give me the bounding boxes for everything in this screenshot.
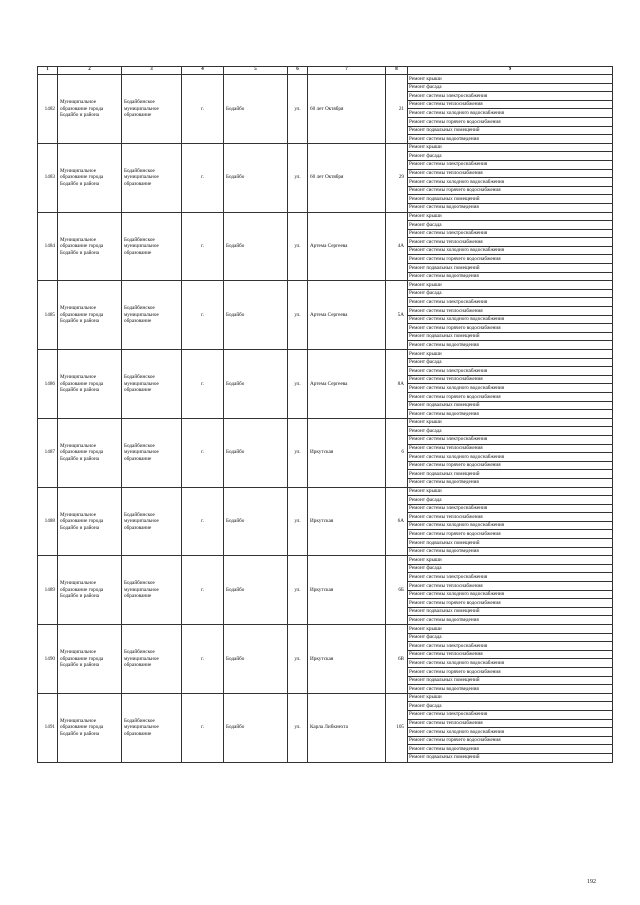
work-type-cell: Ремонт системы электроснабжения [408,367,613,376]
house-number-cell: 8А [386,350,408,419]
street-cell: Иркутская [308,556,386,625]
work-type-cell: Ремонт системы теплоснабжения [408,375,613,384]
work-type-cell: Ремонт системы горячего водоснабжения [408,461,613,470]
record-number: 1483 [38,143,58,212]
municipality-cell: Муниципальное образование города Бодайбо и района [58,693,122,762]
locality-type-cell: г. [182,556,224,625]
work-type-cell: Ремонт фасада [408,633,613,642]
house-number-cell: 5А [386,281,408,350]
header-row [38,67,613,75]
house-number-cell: 105 [386,693,408,762]
work-type-cell: Ремонт системы электроснабжения [408,642,613,651]
street-cell: Иркутская [308,418,386,487]
street-type-cell: ул. [288,75,308,144]
settlement-cell: Бодайбинское муниципальное образование [122,75,182,144]
work-type-cell: Ремонт подвальных помещений [408,332,613,341]
locality-cell: Бодайбо [224,350,288,419]
house-number-cell: 29 [386,143,408,212]
settlement-cell: Бодайбинское муниципальное образование [122,693,182,762]
work-type-cell: Ремонт системы электроснабжения [408,229,613,238]
settlement-cell: Бодайбинское муниципальное образование [122,143,182,212]
work-type-cell: Ремонт фасада [408,496,613,505]
column-header: 2 [58,67,122,75]
street-cell: Артема Сергеева [308,350,386,419]
work-type-cell: Ремонт системы электроснабжения [408,92,613,101]
street-type-cell: ул. [288,556,308,625]
work-type-cell: Ремонт системы холодного водоснабжения [408,590,613,599]
locality-cell: Бодайбо [224,212,288,281]
municipality-cell: Муниципальное образование города Бодайбо и района [58,418,122,487]
work-type-cell: Ремонт системы электроснабжения [408,435,613,444]
work-type-cell: Ремонт крыши [408,350,613,359]
work-type-cell: Ремонт системы горячего водоснабжения [408,530,613,539]
locality-type-cell: г. [182,143,224,212]
work-type-cell: Ремонт фасада [408,289,613,298]
settlement-cell: Бодайбинское муниципальное образование [122,281,182,350]
work-type-cell: Ремонт системы горячего водоснабжения [408,392,613,401]
table-row [38,418,613,427]
table-row [38,75,613,84]
work-type-cell: Ремонт системы теплоснабжения [408,238,613,247]
locality-cell: Бодайбо [224,693,288,762]
work-type-cell: Ремонт системы теплоснабжения [408,719,613,728]
work-type-cell: Ремонт системы водоотведения [408,203,613,212]
street-cell: 60 лет Октября [308,75,386,144]
house-number-cell: 4А [386,212,408,281]
work-type-cell: Ремонт подвальных помещений [408,264,613,273]
work-type-cell: Ремонт системы водоотведения [408,745,613,754]
record-number: 1488 [38,487,58,556]
settlement-cell: Бодайбинское муниципальное образование [122,212,182,281]
column-header: 8 [386,67,408,75]
work-type-cell: Ремонт системы горячего водоснабжения [408,255,613,264]
work-type-cell: Ремонт фасада [408,427,613,436]
locality-type-cell: г. [182,487,224,556]
house-number-cell: 6А [386,487,408,556]
work-type-cell: Ремонт системы горячего водоснабжения [408,117,613,126]
table-row [38,350,613,359]
street-cell: Артема Сергеева [308,212,386,281]
work-type-cell: Ремонт системы холодного водоснабжения [408,521,613,530]
work-type-cell: Ремонт системы холодного водоснабжения [408,315,613,324]
work-type-cell: Ремонт системы водоотведения [408,616,613,625]
locality-cell: Бодайбо [224,418,288,487]
locality-type-cell: г. [182,350,224,419]
locality-type-cell: г. [182,281,224,350]
work-type-cell: Ремонт подвальных помещений [408,607,613,616]
work-type-cell: Ремонт крыши [408,556,613,565]
work-type-cell: Ремонт фасада [408,702,613,711]
work-type-cell: Ремонт системы водоотведения [408,135,613,144]
work-type-cell: Ремонт подвальных помещений [408,539,613,548]
municipality-cell: Муниципальное образование города Бодайбо и района [58,487,122,556]
municipality-cell: Муниципальное образование города Бодайбо и района [58,212,122,281]
work-type-cell: Ремонт системы теплоснабжения [408,582,613,591]
table-row [38,693,613,702]
column-header: 5 [224,67,288,75]
street-type-cell: ул. [288,281,308,350]
house-number-cell: 21 [386,75,408,144]
work-type-cell: Ремонт системы теплоснабжения [408,444,613,453]
work-type-cell: Ремонт системы водоотведения [408,478,613,487]
record-number: 1485 [38,281,58,350]
work-type-cell: Ремонт подвальных помещений [408,401,613,410]
work-type-cell: Ремонт системы водоотведения [408,410,613,419]
work-type-cell: Ремонт подвальных помещений [408,753,613,762]
work-type-cell: Ремонт подвальных помещений [408,195,613,204]
street-cell: Иркутская [308,487,386,556]
settlement-cell: Бодайбинское муниципальное образование [122,350,182,419]
table-row [38,487,613,496]
municipality-cell: Муниципальное образование города Бодайбо и района [58,350,122,419]
work-type-cell: Ремонт крыши [408,143,613,152]
locality-cell: Бодайбо [224,625,288,694]
street-type-cell: ул. [288,418,308,487]
table-row [38,281,613,290]
municipality-cell: Муниципальное образование города Бодайбо и района [58,143,122,212]
locality-cell: Бодайбо [224,556,288,625]
work-type-cell: Ремонт подвальных помещений [408,126,613,135]
work-type-cell: Ремонт системы холодного водоснабжения [408,728,613,737]
work-type-cell: Ремонт системы электроснабжения [408,710,613,719]
settlement-cell: Бодайбинское муниципальное образование [122,418,182,487]
municipality-cell: Муниципальное образование города Бодайбо и района [58,556,122,625]
house-number-cell: 6Б [386,556,408,625]
house-number-cell: 6В [386,625,408,694]
work-type-cell: Ремонт системы холодного водоснабжения [408,659,613,668]
work-type-cell: Ремонт крыши [408,212,613,221]
work-type-cell: Ремонт системы холодного водоснабжения [408,178,613,187]
record-number: 1491 [38,693,58,762]
street-type-cell: ул. [288,487,308,556]
locality-type-cell: г. [182,212,224,281]
work-type-cell: Ремонт системы водоотведения [408,685,613,694]
work-type-cell: Ремонт подвальных помещений [408,470,613,479]
work-type-cell: Ремонт системы электроснабжения [408,160,613,169]
work-type-cell: Ремонт фасада [408,83,613,92]
street-type-cell: ул. [288,143,308,212]
work-type-cell: Ремонт системы теплоснабжения [408,100,613,109]
work-type-cell: Ремонт подвальных помещений [408,676,613,685]
locality-type-cell: г. [182,418,224,487]
column-header: 9 [408,67,613,75]
work-type-cell: Ремонт системы теплоснабжения [408,513,613,522]
work-type-cell: Ремонт системы водоотведения [408,272,613,281]
work-type-cell: Ремонт системы холодного водоснабжения [408,453,613,462]
street-type-cell: ул. [288,212,308,281]
work-type-cell: Ремонт системы теплоснабжения [408,169,613,178]
street-type-cell: ул. [288,693,308,762]
work-type-cell: Ремонт фасада [408,358,613,367]
table-row [38,556,613,565]
record-number: 1486 [38,350,58,419]
settlement-cell: Бодайбинское муниципальное образование [122,487,182,556]
work-type-cell: Ремонт системы теплоснабжения [408,307,613,316]
work-type-cell: Ремонт системы горячего водоснабжения [408,736,613,745]
street-cell: Карла Либкнехта [308,693,386,762]
work-type-cell: Ремонт системы холодного водоснабжения [408,246,613,255]
work-type-cell: Ремонт крыши [408,693,613,702]
record-number: 1490 [38,625,58,694]
repair-program-table [37,66,613,763]
work-type-cell: Ремонт системы водоотведения [408,547,613,556]
work-type-cell: Ремонт фасада [408,564,613,573]
street-cell: Артема Сергеева [308,281,386,350]
page-number: 192 [587,879,596,885]
column-header: 6 [288,67,308,75]
column-header: 4 [182,67,224,75]
municipality-cell: Муниципальное образование города Бодайбо и района [58,75,122,144]
work-type-cell: Ремонт системы электроснабжения [408,298,613,307]
locality-type-cell: г. [182,75,224,144]
locality-type-cell: г. [182,625,224,694]
record-number: 1487 [38,418,58,487]
work-type-cell: Ремонт фасада [408,152,613,161]
work-type-cell: Ремонт крыши [408,281,613,290]
work-type-cell: Ремонт системы холодного водоснабжения [408,109,613,118]
work-type-cell: Ремонт крыши [408,75,613,84]
street-cell: 60 лет Октября [308,143,386,212]
work-type-cell: Ремонт крыши [408,625,613,634]
work-type-cell: Ремонт фасада [408,221,613,230]
settlement-cell: Бодайбинское муниципальное образование [122,625,182,694]
street-cell: Иркутская [308,625,386,694]
work-type-cell: Ремонт крыши [408,418,613,427]
work-type-cell: Ремонт системы горячего водоснабжения [408,324,613,333]
work-type-cell: Ремонт системы холодного водоснабжения [408,384,613,393]
municipality-cell: Муниципальное образование города Бодайбо и района [58,625,122,694]
street-type-cell: ул. [288,625,308,694]
locality-type-cell: г. [182,693,224,762]
table-row [38,625,613,634]
work-type-cell: Ремонт системы теплоснабжения [408,650,613,659]
column-header: 7 [308,67,386,75]
street-type-cell: ул. [288,350,308,419]
column-header: 3 [122,67,182,75]
record-number: 1484 [38,212,58,281]
work-type-cell: Ремонт системы горячего водоснабжения [408,599,613,608]
settlement-cell: Бодайбинское муниципальное образование [122,556,182,625]
work-type-cell: Ремонт системы электроснабжения [408,573,613,582]
table-row [38,212,613,221]
table-body [38,67,613,763]
house-number-cell: 6 [386,418,408,487]
locality-cell: Бодайбо [224,143,288,212]
work-type-cell: Ремонт крыши [408,487,613,496]
locality-cell: Бодайбо [224,487,288,556]
record-number: 1482 [38,75,58,144]
work-type-cell: Ремонт системы горячего водоснабжения [408,186,613,195]
locality-cell: Бодайбо [224,281,288,350]
work-type-cell: Ремонт системы горячего водоснабжения [408,667,613,676]
work-type-cell: Ремонт системы водоотведения [408,341,613,350]
column-header: 1 [38,67,58,75]
locality-cell: Бодайбо [224,75,288,144]
record-number: 1489 [38,556,58,625]
work-type-cell: Ремонт системы электроснабжения [408,504,613,513]
municipality-cell: Муниципальное образование города Бодайбо и района [58,281,122,350]
table-row [38,143,613,152]
